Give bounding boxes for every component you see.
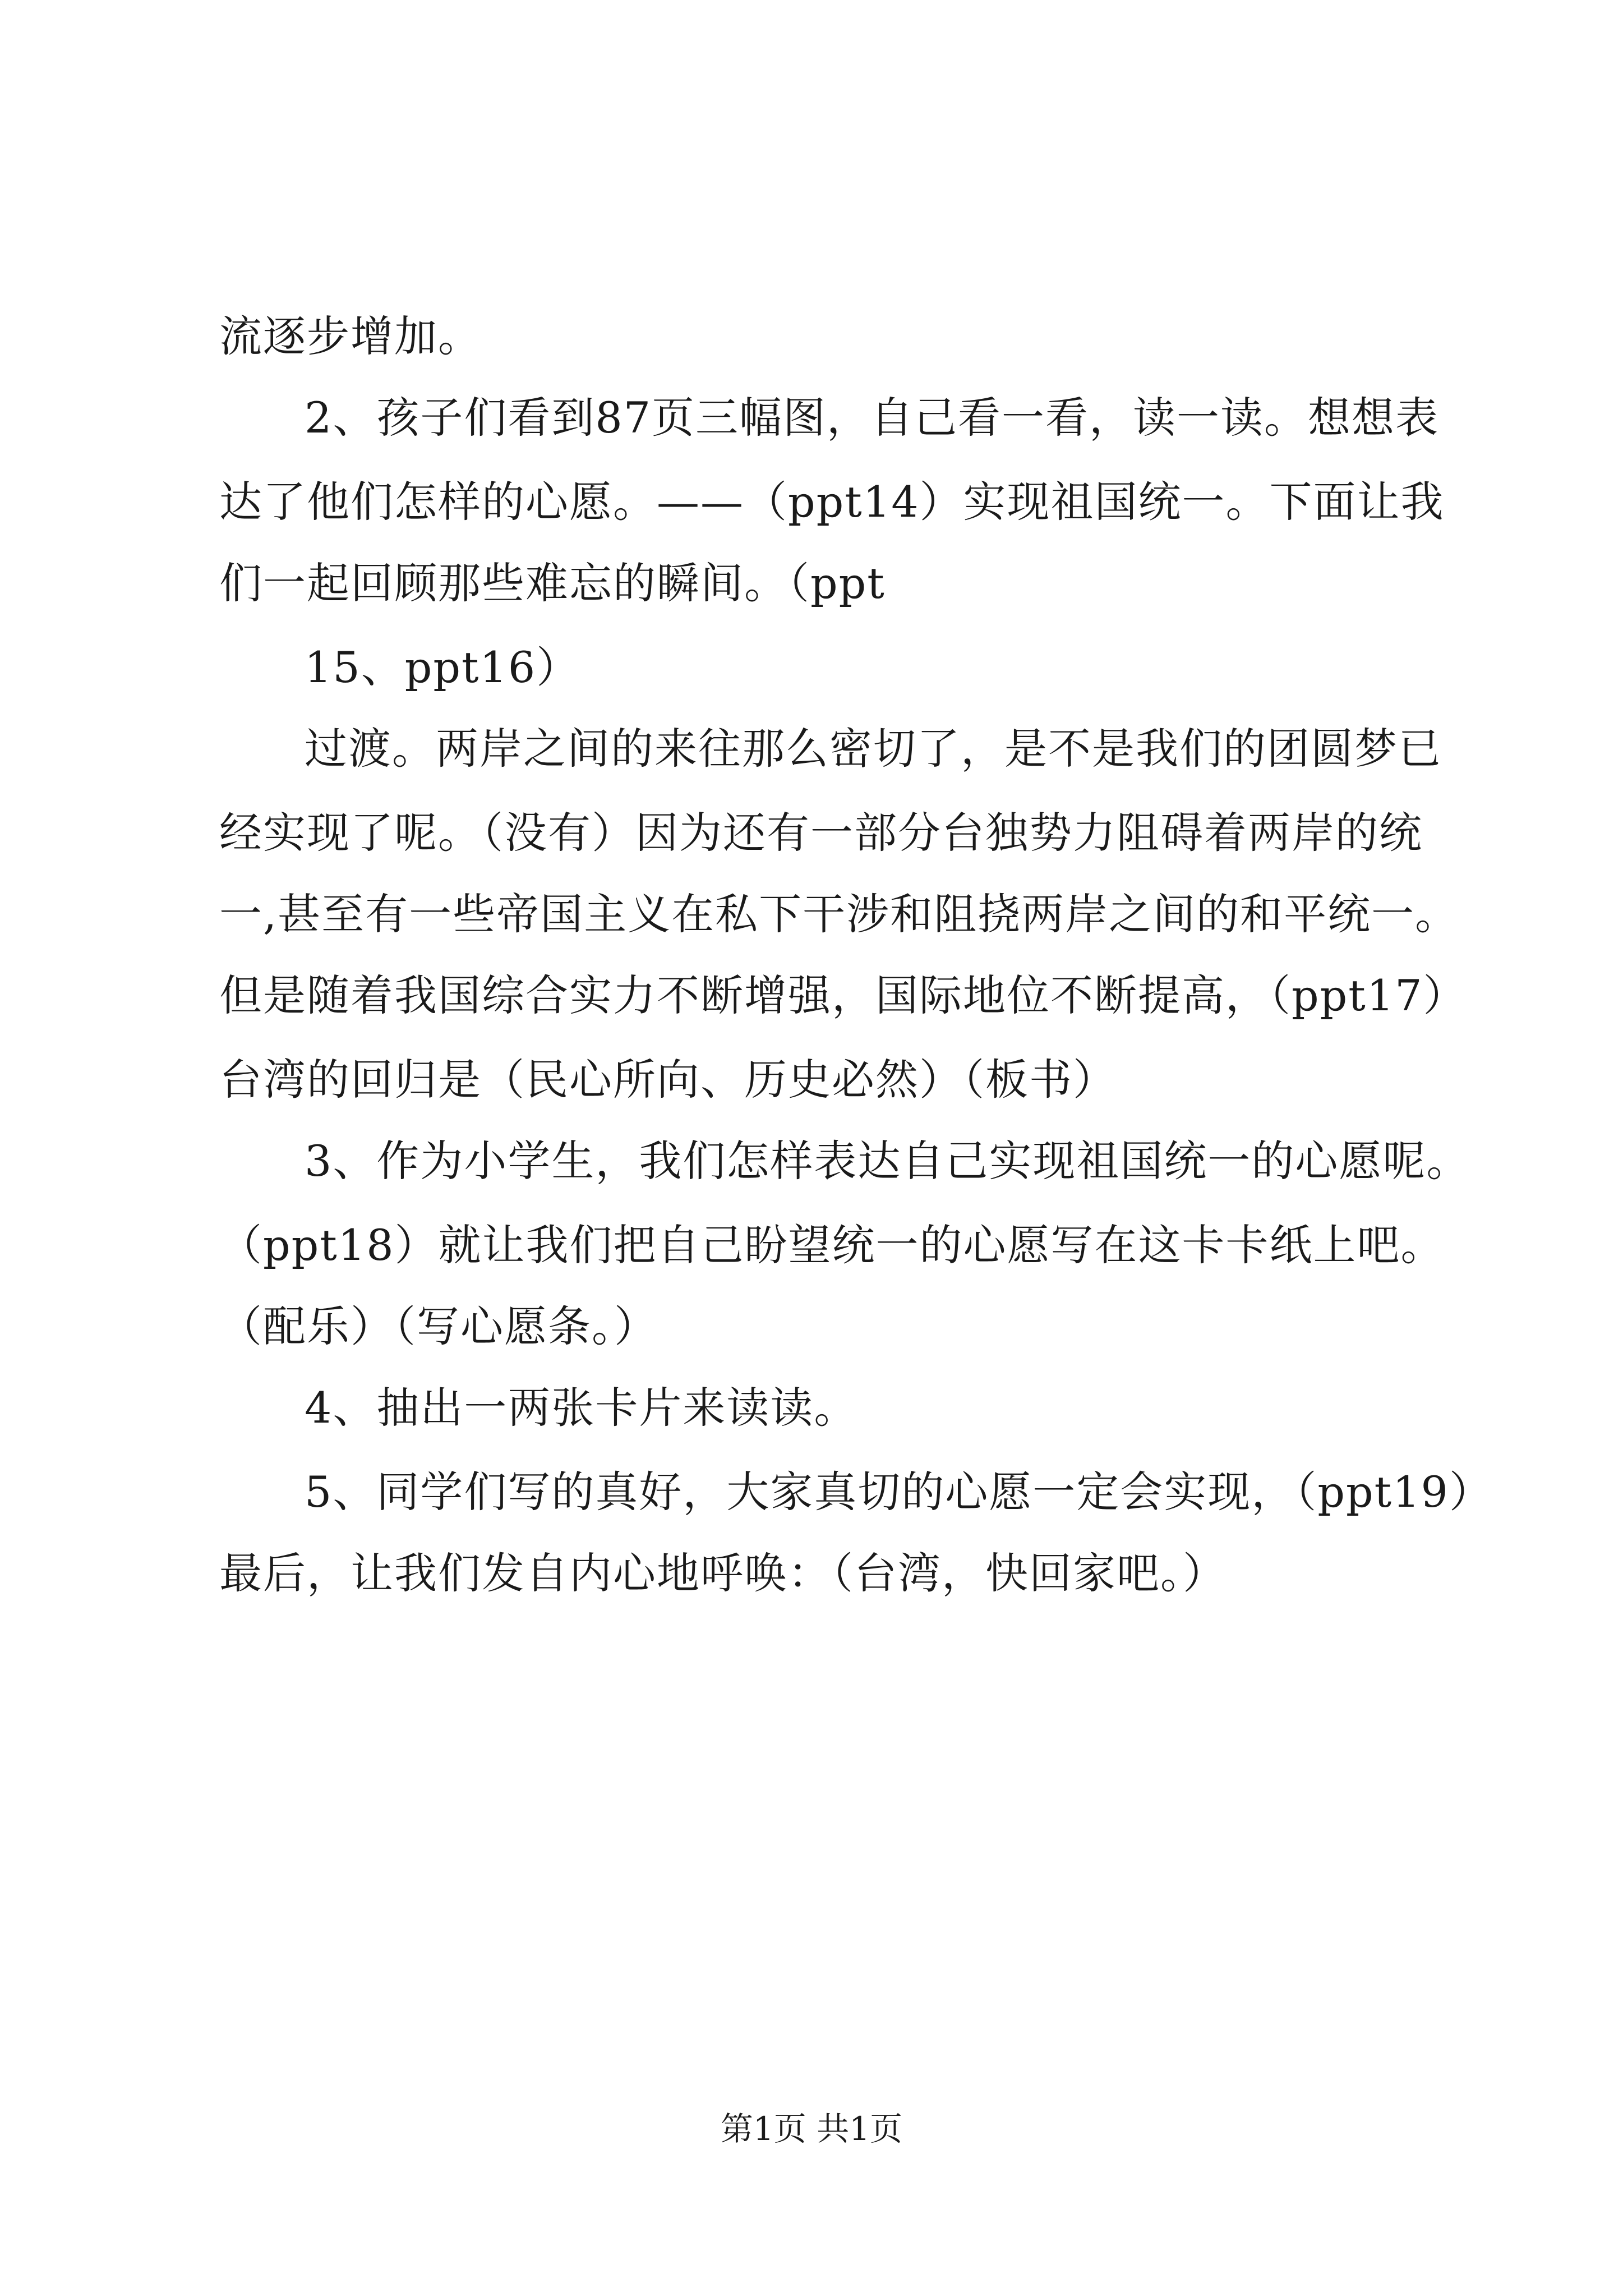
- text-line: 台湾的回归是（民心所向、历史必然）（板书）: [219, 1055, 1117, 1105]
- text-line: 经实现了呢。（没有）因为还有一部分台独势力阻碍着两岸的统: [219, 808, 1423, 858]
- text-line: 流逐步增加。: [219, 311, 482, 361]
- text-line: 4、抽出一两张卡片来读读。: [305, 1383, 858, 1433]
- text-line: （配乐）（写心愿条。）: [219, 1301, 658, 1351]
- text-line: 3、作为小学生，我们怎样表达自己实现祖国统一的心愿呢。: [305, 1136, 1470, 1186]
- text-line: 2、孩子们看到87页三幅图，自己看一看，读一读。想想表: [305, 393, 1440, 443]
- text-line: 5、同学们写的真好，大家真切的心愿一定会实现，（ppt19）: [305, 1467, 1493, 1517]
- text-line: 一,甚至有一些帝国主义在私下干涉和阻挠两岸之间的和平统一。: [219, 889, 1459, 939]
- text-line: 们一起回顾那些难忘的瞬间。（ppt: [219, 558, 886, 608]
- text-line: 15、ppt16）: [305, 642, 580, 692]
- text-line: 最后，让我们发自内心地呼唤：（台湾，快回家吧。）: [219, 1548, 1227, 1598]
- page-footer: 第1页 共1页: [720, 2110, 903, 2148]
- text-line: （ppt18）就让我们把自己盼望统一的心愿写在这卡卡纸上吧。: [219, 1220, 1445, 1270]
- text-line: 过渡。两岸之间的来往那么密切了，是不是我们的团圆梦已: [305, 724, 1442, 774]
- text-line: 但是随着我国综合实力不断增强，国际地位不断提高，（ppt17）: [219, 970, 1467, 1020]
- text-line: 达了他们怎样的心愿。——（ppt14）实现祖国统一。下面让我: [219, 477, 1445, 527]
